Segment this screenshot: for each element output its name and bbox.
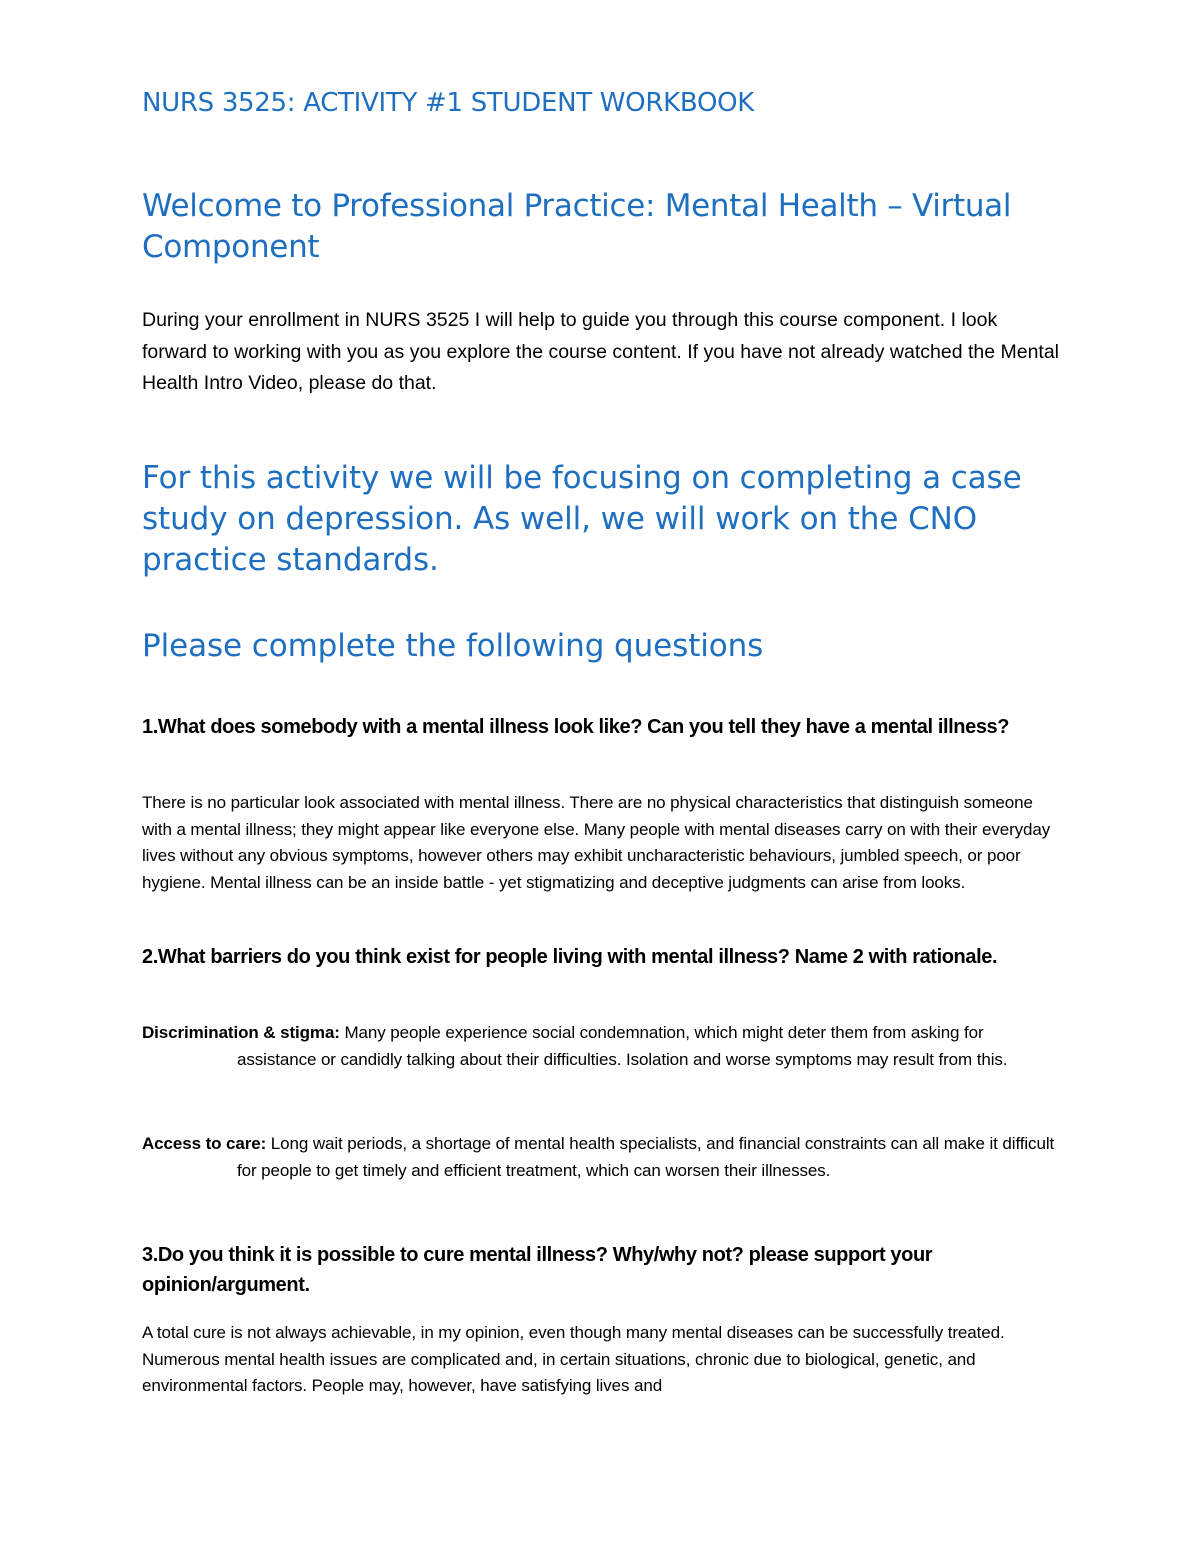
question-1: 1.What does somebody with a mental illness look like? Can you tell they have a mental illness? <box>142 716 1010 738</box>
barrier-2-label: Access to care: <box>142 1134 267 1153</box>
barrier-2-text: Long wait periods, a shortage of mental health specialists, and financial constraints can all make it difficult for people to get timely and efficient treatment, which can worsen their illnesses. <box>237 1134 1055 1180</box>
document-title: NURS 3525: ACTIVITY #1 STUDENT WORKBOOK <box>142 88 755 118</box>
barrier-1-text: Many people experience social condemnation, which might deter them from asking for assistance or candidly talking about their difficulties. Isolation and worse symptoms may result from this. <box>237 1023 1008 1069</box>
intro-paragraph: During your enrollment in NURS 3525 I will help to guide you through this course component. I look forward to working with you as you explore the course content. If you have not already watched the Mental Health Intro Video, please do that. <box>142 309 1060 394</box>
activity-heading: For this activity we will be focusing on completing a case study on depression. As well, we will work on the CNO practice standards. <box>142 460 1022 578</box>
barrier-1-item <box>142 1020 1067 1073</box>
question-2: 2.What barriers do you think exist for people living with mental illness? Name 2 with rationale. <box>142 946 998 968</box>
barrier-2-item <box>142 1131 1067 1184</box>
answer-1: There is no particular look associated with mental illness. There are no physical characteristics that distinguish someone with a mental illness; they might appear like everyone else. Many people with mental diseases carry on with their everyday lives without any obvious symptoms, however others may exhibit uncharacteristic behaviours, jumbled speech, or poor hygiene. Mental illness can be an inside battle - yet stigmatizing and deceptive judgments can arise from looks. <box>142 793 1051 892</box>
question-3: 3.Do you think it is possible to cure mental illness? Why/why not? please support your opinion/argument. <box>142 1244 933 1296</box>
answer-3: A total cure is not always achievable, in my opinion, even though many mental diseases can be successfully treated. Numerous mental health issues are complicated and, in certain situations, chronic due to biological, genetic, and environmental factors. People may, however, have satisfying lives and <box>142 1323 1005 1395</box>
welcome-heading: Welcome to Professional Practice: Mental Health – Virtual Component <box>142 188 1012 265</box>
barrier-1-label: Discrimination & stigma: <box>142 1023 340 1042</box>
questions-heading: Please complete the following questions <box>142 628 764 664</box>
